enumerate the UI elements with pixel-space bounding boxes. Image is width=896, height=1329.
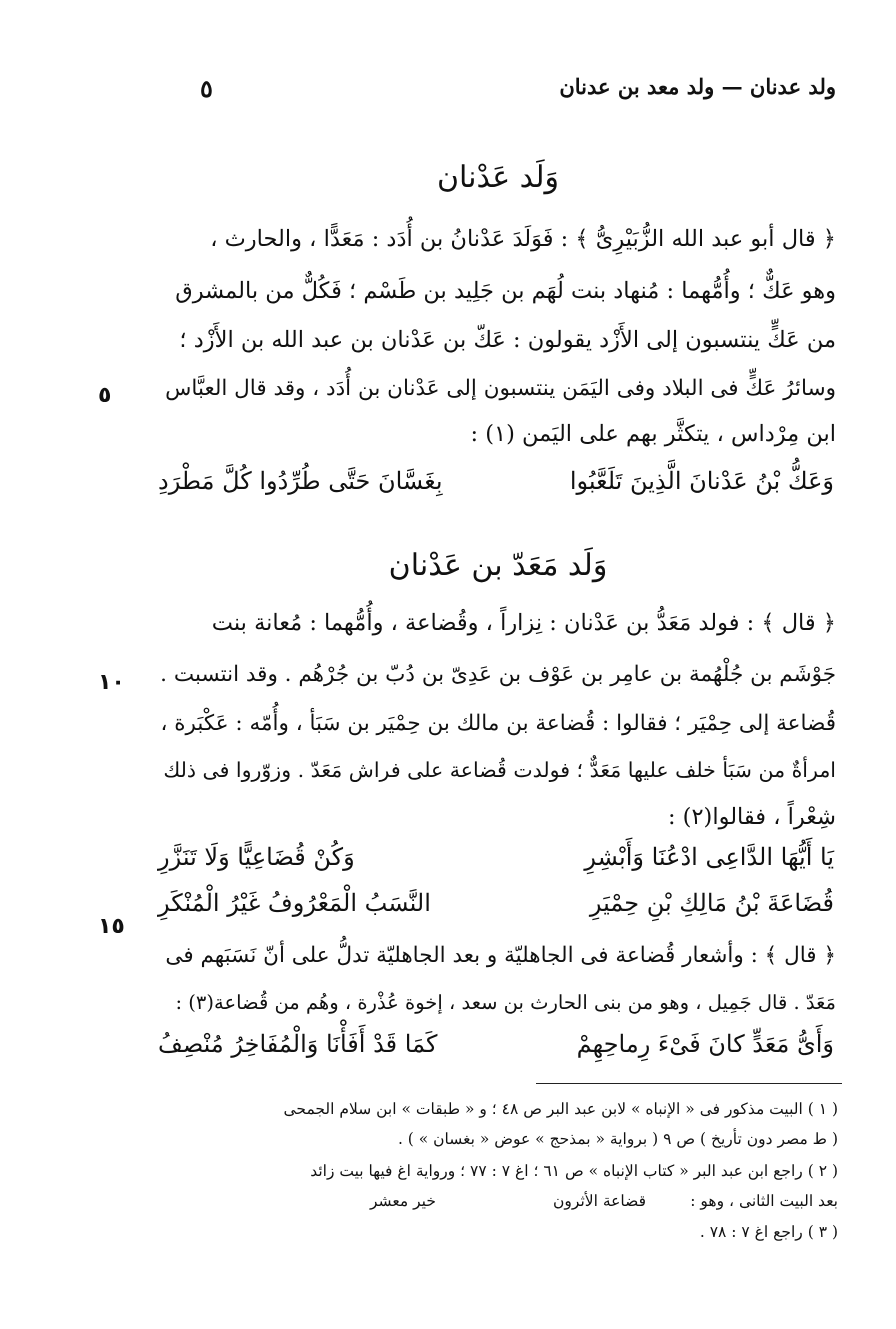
footnote-verse-hemistich-second: خير معشر	[370, 1192, 436, 1210]
body-line: شِعْراً ، فقالوا(٢) :	[667, 804, 836, 830]
section-heading-walad-maadd: وَلَد مَعَدّ بن عَدْنان	[388, 548, 608, 583]
body-line: وهو عَكٌّ ؛ وأُمُّهما : مُنهاد بنت لُهَم بن جَلِيد بن طَسْم ؛ فَكُلٌّ من بالمشرق	[175, 278, 836, 304]
verse-hemistich-first: قُضَاعَةَ بْنُ مَالِكِ بْنِ حِمْيَرِ	[589, 889, 834, 917]
page-number: ٥	[200, 74, 213, 103]
margin-line-number: ١٥	[98, 914, 125, 939]
body-line: ﴿ قال ﴾ : فولد مَعَدُّ بن عَدْنان : نِزاراً ، وقُضاعة ، وأُمُّهما : مُعانة بنت	[211, 610, 836, 636]
body-line: قُضاعة إلى حِمْيَر ؛ فقالوا : قُضاعة بن مالك بن حِمْيَر بن سَبَأ ، وأُمّه : عَكْبَرة ،	[160, 711, 836, 736]
verse-hemistich-second: وَكُنْ قُضَاعِيًّا وَلَا تَنَزَّرِ	[158, 843, 355, 871]
running-title: ولد عدنان — ولد معد بن عدنان	[559, 74, 836, 99]
body-line: ﴿ قال ﴾ : وأشعار قُضاعة فى الجاهليّة و بعد الجاهليّة تدلُّ على أنّ نَسَبَهم فى	[165, 943, 836, 968]
page-header	[160, 74, 836, 114]
footnote-line: بعد البيت الثانى ، وهو :	[690, 1192, 838, 1210]
verse-hemistich-second: بِغَسَّانَ حَتَّى طُرِّدُوا كُلَّ مَطْرَدِ	[158, 467, 443, 495]
poem-verse	[158, 889, 834, 929]
footnote-line: ( ط مصر دون تأريخ ) ص ٩ ( برواية « بمذحج » عوض « بغسان » ) .	[397, 1130, 838, 1148]
poem-verse	[158, 1030, 834, 1070]
poem-verse	[158, 467, 834, 507]
footnote-separator	[536, 1083, 842, 1084]
footnote-line: ( ٣ ) راجع اغ ٧ : ٧٨ .	[699, 1223, 838, 1241]
poem-verse	[158, 843, 834, 883]
body-line: ﴿ قال أبو عبد الله الزُّبَيْرِىُّ ﴾ : فَوَلَدَ عَدْنانُ بن أُدَد : مَعَدًّا ، والحارث ،	[210, 226, 836, 252]
body-line: ابن مِرْداس ، يتكثَّر بهم على اليَمن (١) :	[470, 421, 836, 447]
footnote-line: ( ٢ ) راجع ابن عبد البر « كتاب الإنباه » ص ٦١ ؛ اغ ٧ : ٧٧ ؛ ورواية اغ فيها بيت زائد	[310, 1162, 838, 1180]
body-line: من عَكٍّ ينتسبون إلى الأَزْد يقولون : عَكّ بن عَدْنان بن عبد الله بن الأَزْد ؛	[179, 327, 836, 353]
body-line: وسائرُ عَكٍّ فى البلاد وفى اليَمَن ينتسبون إلى عَدْنان بن أُدَد ، وقد قال العبَّاس	[165, 376, 836, 401]
body-line: امرأةٌ من سَبَأ خلف عليها مَعَدٌّ ؛ فولدت قُضاعة على فراش مَعَدّ . وزوّروا فى ذلك	[163, 758, 836, 782]
verse-hemistich-first: وَعَكُّ بْنُ عَدْنانَ الَّذِينَ تَلَعَّبُوا	[569, 467, 834, 495]
body-line: مَعَدّ . قال جَمِيل ، وهو من بنى الحارث بن سعد ، إخوة عُذْرة ، وهُم من قُضاعة(٣) :	[175, 991, 836, 1014]
body-line: جَوْشَم بن جُلْهُمة بن عامِر بن عَوْف بن عَدِىّ بن دُبّ بن جُرْهُم . وقد انتسبت .	[160, 662, 836, 687]
section-heading-walad-adnan: وَلَد عَدْنان	[436, 160, 560, 195]
verse-hemistich-first: يَا أَيُّهَا الدَّاعِى ادْعُنَا وَأَبْشِرِ	[584, 843, 834, 871]
verse-hemistich-second: النَّسَبُ الْمَعْرُوفُ غَيْرُ الْمُنْكَرِ	[158, 889, 431, 917]
verse-hemistich-first: وَأَىُّ مَعَدٍّ كانَ فَىْءَ رِماحِهِمْ	[576, 1030, 834, 1058]
margin-line-number: ١٠	[98, 670, 125, 695]
footnote-verse-hemistich-first: قضاعة الأثرون	[553, 1192, 646, 1210]
verse-hemistich-second: كَمَا قَدْ أَفَأْنَا وَالْمُفَاخِرُ مُنْصِفُ	[158, 1030, 438, 1058]
footnote-line: ( ١ ) البيت مذكور فى « الإنباه » لابن عبد البر ص ٤٨ ؛ و « طبقات » ابن سلام الجمحى	[283, 1100, 838, 1118]
margin-line-number: ٥	[98, 383, 112, 408]
